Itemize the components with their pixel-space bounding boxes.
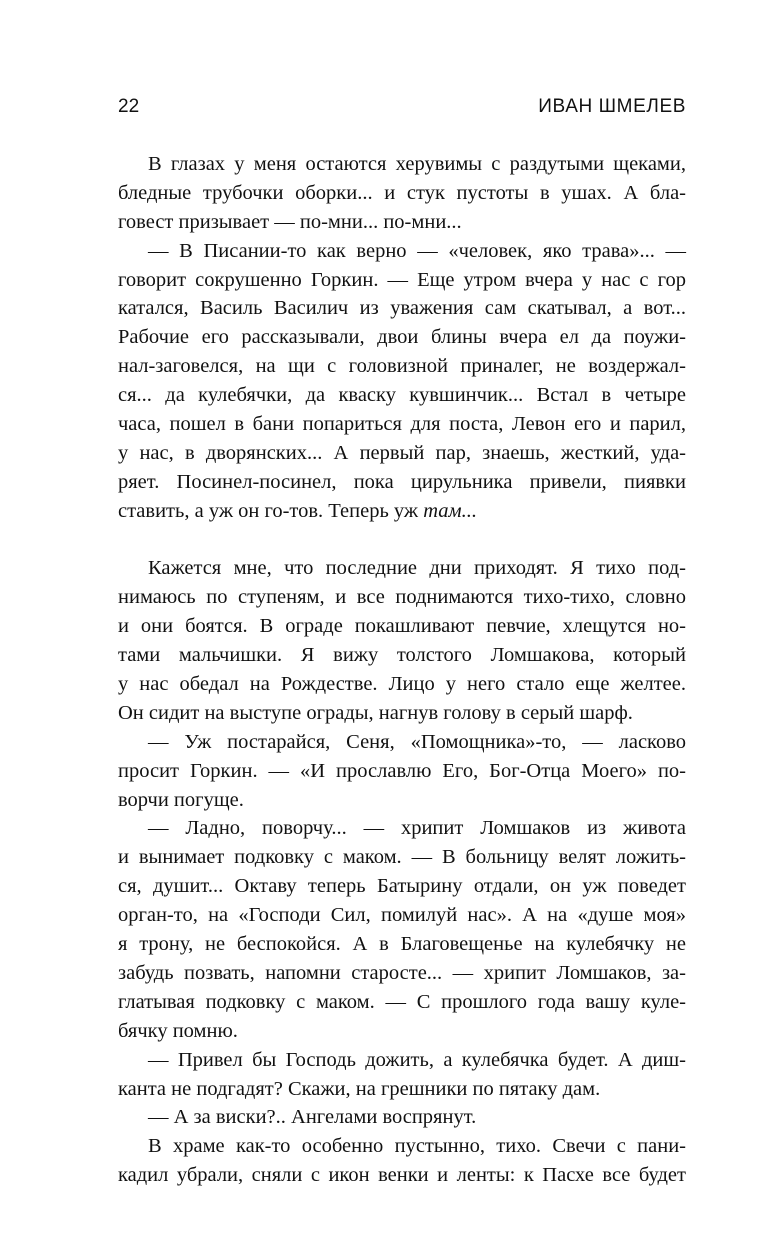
text-line: часа, пошел в бани попариться для поста, Левон его и парил, <box>118 413 686 436</box>
text-line: говорит сокрушенно Горкин. — Еще утром вчера у нас с гор <box>118 268 686 291</box>
text-line: орган-то, на «Господи Сил, помилуй нас». А на «душе моя» <box>118 904 686 927</box>
text-line: катался, Василь Василич из уважения сам скатывал, а вот... <box>118 297 686 320</box>
text-line: нимаюсь по ступеням, и все поднимаются тихо-тихо, словно <box>118 586 686 609</box>
section-break <box>118 526 686 555</box>
text-line <box>118 497 686 526</box>
text-line: — Уж постарайся, Сеня, «Помощника»-то, — ласково <box>148 730 686 753</box>
text-line: нал-заговелся, на щи с головизной приналег, не воздержал- <box>118 355 686 378</box>
text-line: — Привел бы Господь дожить, а кулебячка будет. А диш- <box>148 1048 686 1071</box>
text-line: — В Писании-то как верно — «человек, яко трава»... — <box>148 239 686 262</box>
text-fragment: ставить, а уж он го-тов. Теперь уж <box>118 499 424 522</box>
text-line: Кажется мне, что последние дни приходят. Я тихо под- <box>148 557 686 580</box>
text-line: бледные трубочки оборки... и стук пустоты в ушах. А бла- <box>118 181 686 204</box>
text-line: и вынимает подковку с маком. — В больницу велят ложить- <box>118 846 686 869</box>
page-number: 22 <box>118 96 140 117</box>
text-line: — А за виски?.. Ангелами воспрянут. <box>148 1106 477 1129</box>
text-line: просит Горкин. — «И прославлю Его, Бог-Отца Моего» по- <box>118 759 686 782</box>
text-line: забудь позвать, напомни старосте... — хрипит Ломшаков, за- <box>118 961 686 984</box>
text-line: у нас, в дворянских... А первый пар, знаешь, жесткий, уда- <box>118 441 686 464</box>
body-text <box>118 150 686 1190</box>
italic-word: там... <box>423 499 477 522</box>
text-line: у нас обедал на Рождестве. Лицо у него стало еще желтее. <box>118 673 686 696</box>
text-line: Он сидит на выступе ограды, нагнув голову в серый шарф. <box>118 701 633 724</box>
text-line: — Ладно, поворчу... — хрипит Ломшаков из живота <box>148 817 686 840</box>
text-line: ся... да кулебячки, да кваску кувшинчик... Встал в четыре <box>118 384 686 407</box>
text-line: кадил убрали, сняли с икон венки и ленты: к Пасхе все будет <box>118 1164 686 1187</box>
text-line: Рабочие его рассказывали, двои блины вчера ел да поужи- <box>118 326 686 349</box>
text-line: ворчи погуще. <box>118 788 244 811</box>
text-line: глатывая подковку с маком. — С прошлого года вашу куле- <box>118 990 686 1013</box>
text-line: бячку помню. <box>118 1019 238 1042</box>
text-line: тами мальчишки. Я вижу толстого Ломшакова, который <box>118 644 686 667</box>
text-line: канта не подгадят? Скажи, на грешники по пятаку дам. <box>118 1077 601 1100</box>
text-line: я трону, не беспокойся. А в Благовещенье на кулебячку не <box>118 933 686 956</box>
text-line: и они боятся. В ограде покашливают певчие, хлещутся но- <box>118 615 686 638</box>
text-line: ся, душит... Октаву теперь Батырину отдали, он уж поведет <box>118 875 686 898</box>
text-line: ряет. Посинел-посинел, пока цирульника привели, пиявки <box>118 470 686 493</box>
text-line: В храме как-то особенно пустынно, тихо. Свечи с пани- <box>148 1135 686 1158</box>
text-line: говест призывает — по-мни... по-мни... <box>118 210 462 233</box>
text-line: В глазах у меня остаются херувимы с раздутыми щеками, <box>148 153 686 175</box>
running-head-author: ИВАН ШМЕЛЕВ <box>538 96 686 117</box>
running-head <box>118 96 686 124</box>
